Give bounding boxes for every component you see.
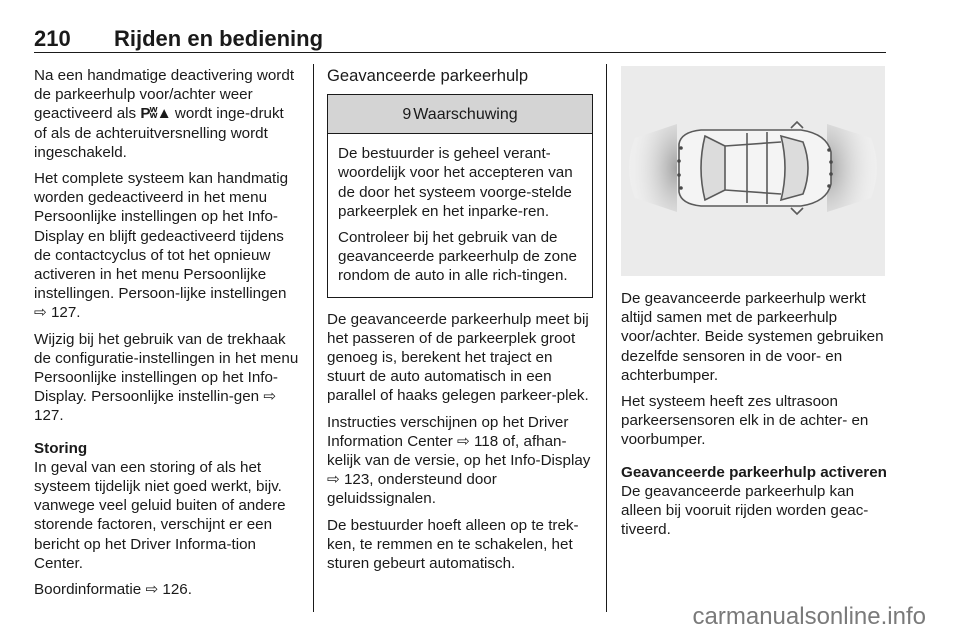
paragraph: De geavanceerde parkeerhulp meet bij het passeren of de parkeerplek groot genoeg is, berekent het traject en stuurt de auto automatisch in een parallel of haaks gelegen parkeer-plek. [327,310,589,405]
car-topview [679,122,831,214]
paragraph: Instructies verschijnen op het Driver Information Center ⇨ 118 of, afhan-kelijk van de versie, op het Info-Display ⇨ 123, ondersteund door geluidssignalen. [327,413,591,508]
paragraph: De geavanceerde parkeerhulp werkt altijd samen met de parkeerhulp voor/achter. Beide systemen gebruiken dezelfde sensoren in de voor- en achterbumper. [621,290,884,384]
page-reference-link[interactable]: ⇨ 118 [457,432,499,450]
warning-title: Waarschuwing [413,105,518,123]
warning-text: De bestuurder is geheel verant-woordelijk voor het accepteren van de door het systeem voorge-stelde parkeerplek en het inparke-ren. [338,145,573,220]
page-reference-link[interactable]: ⇨ 127. [34,388,277,425]
front-sensor-field [827,124,877,212]
park-assist-symbol-icon: Pʬ▲ [140,105,171,123]
paragraph: Het systeem heeft zes ultrasoon parkeersensoren elk in de achter- en voorbumper. [621,393,869,449]
warning-icon: 9 [402,105,412,123]
paragraph: Wijzig bij het gebruik van de trekhaak de configuratie-instellingen in het menu Persoonlijke instellingen op het Info-Display. Persoonlijke instellin-gen ⇨ 127. [34,330,299,425]
column-3 [621,289,887,546]
parking-sensor-illustration [621,66,885,276]
page-reference-link[interactable]: ⇨ 127. [34,304,81,322]
page-reference-link[interactable]: ⇨ 126. [145,581,192,599]
paragraph: Na een handmatige deactivering wordt de parkeerhulp voor/achter weer geactiveerd als Pʬ▲ wordt inge-drukt of als de achteruitversnelling wordt ingeschakeld. [34,67,295,161]
subheading-activeren: Geavanceerde parkeerhulp activeren [621,463,887,481]
paragraph: De geavanceerde parkeerhulp kan alleen bij vooruit rijden worden geac-tiveerd. [621,482,869,539]
page-number: 210 [34,26,71,51]
page-header [34,26,886,53]
column-1 [34,66,300,606]
subheading-storing: Storing [34,439,88,457]
warning-header [328,95,592,134]
paragraph: Boordinformatie ⇨ 126. [34,581,192,599]
chapter-title: Rijden en bediening [114,26,324,51]
paragraph: De bestuurder hoeft alleen op te trek-ken, te remmen en te schakelen, het sturen gebeurt automatisch. [327,516,579,573]
rear-sensor-field [629,124,677,212]
warning-box [327,94,593,297]
paragraph: In geval van een storing of als het systeem tijdelijk niet goed werkt, bijv. vanwege veel geluid buiten of andere storende factoren, verschijnt er een bericht op het Driver Informa-tion Center. [34,458,286,572]
warning-text: Controleer bij het gebruik van de geavanceerde parkeerhulp de zone rondom de auto in alle rich-tingen. [338,229,577,285]
page-reference-link[interactable]: ⇨ 123 [327,471,370,489]
column-divider-1 [313,64,314,612]
watermark: carmanualsonline.info [692,603,926,630]
section-heading: Geavanceerde parkeerhulp [327,66,529,85]
column-2 [327,66,593,580]
column-divider-2 [606,64,607,612]
car-sensor-diagram [621,66,885,276]
warning-body [328,134,592,296]
paragraph: Het complete systeem kan handmatig worden gedeactiveerd in het menu Persoonlijke instellingen op het Info-Display en blijft gedeactiveerd tijdens de contactcyclus of tot het opnieuw activeren in het menu Persoonlijke instellingen. Persoon-lijke instellingen ⇨ 127. [34,170,289,322]
